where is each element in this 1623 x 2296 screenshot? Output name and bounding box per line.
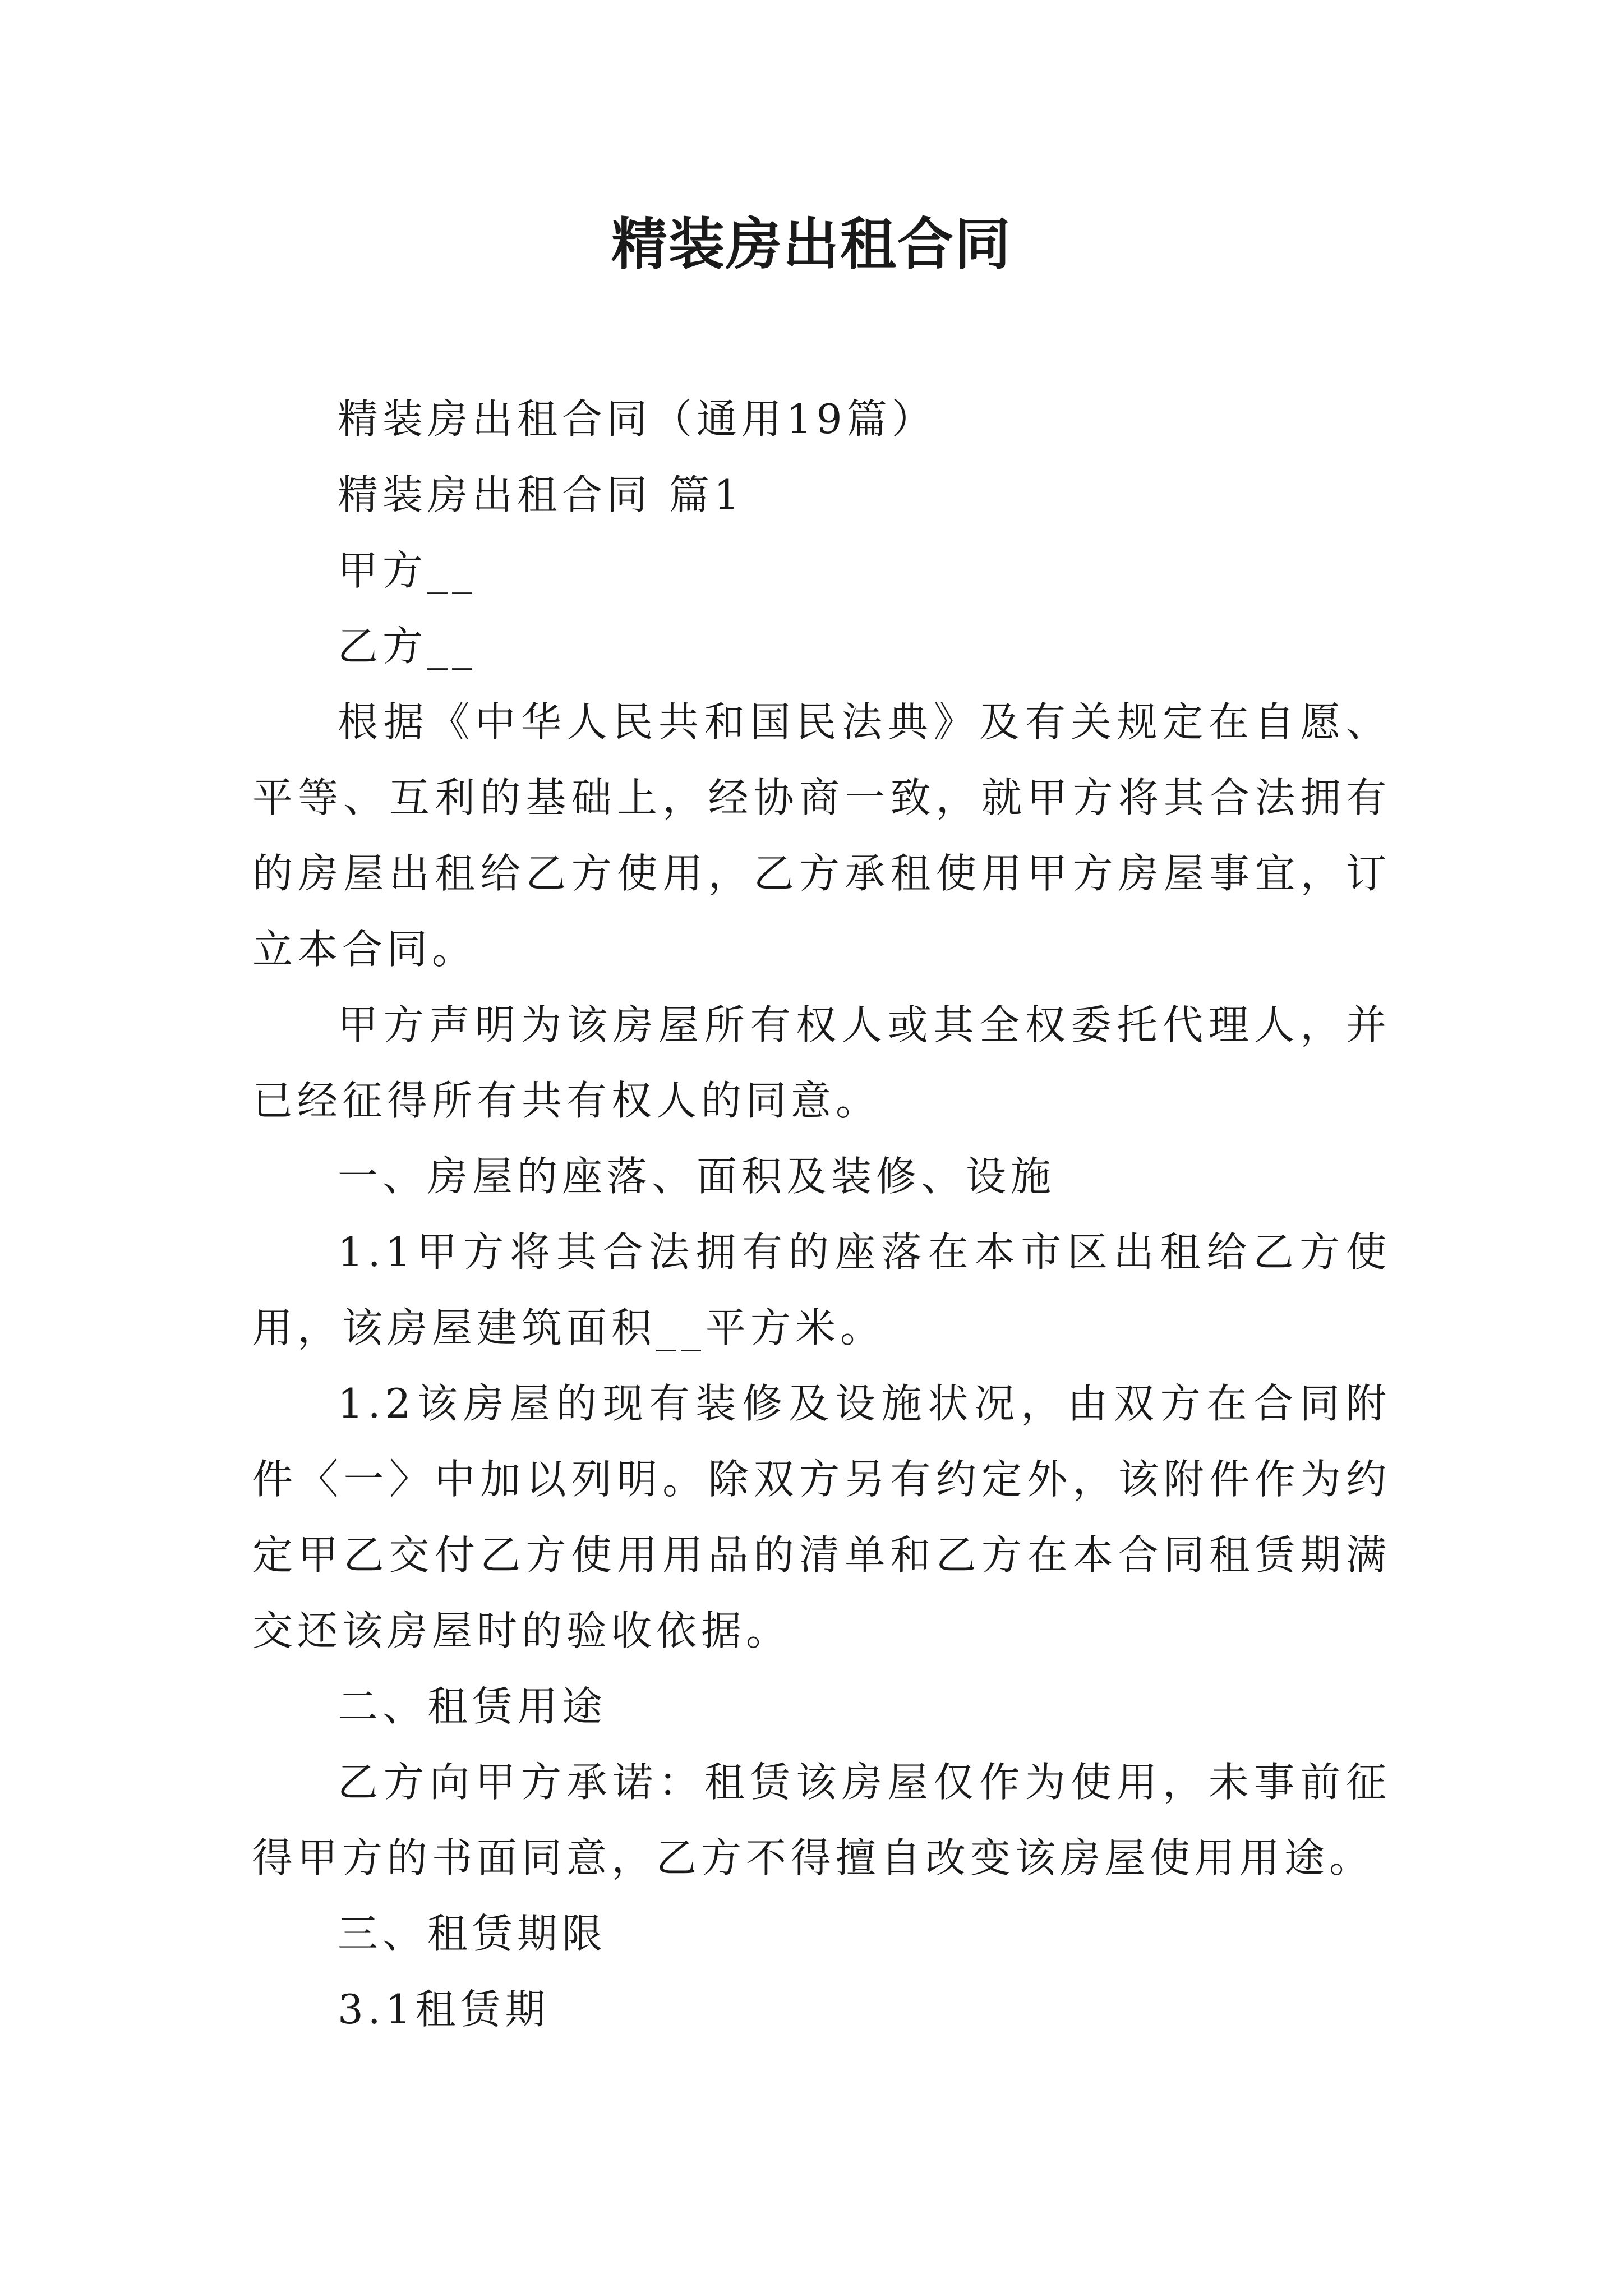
- document-body: [252, 381, 1391, 2047]
- paragraph-clause-2: 乙方向甲方承诺：租赁该房屋仅作为使用，未事前征得甲方的书面同意，乙方不得擅自改变该房屋使用用途。: [252, 1759, 1391, 1881]
- paragraph-preamble: 根据《中华人民共和国民法典》及有关规定在自愿、平等、互利的基础上，经协商一致，就甲方将其合法拥有的房屋出租给乙方使用，乙方承租使用甲方房屋事宜，订立本合同。: [252, 698, 1391, 973]
- paragraph-heading-2: 二、租赁用途: [338, 1683, 607, 1730]
- paragraph-heading-3: 三、租赁期限: [338, 1910, 607, 1957]
- paragraph-clause-1-1: 1.1甲方将其合法拥有的座落在本市区出租给乙方使用，该房屋建筑面积__平方米。: [252, 1228, 1391, 1351]
- paragraph-declaration: 甲方声明为该房屋所有权人或其全权委托代理人，并已经征得所有共有权人的同意。: [252, 1001, 1391, 1124]
- paragraph-heading-1: 一、房屋的座落、面积及装修、设施: [338, 1153, 1056, 1200]
- paragraph-collection-title: 精装房出租合同（通用19篇）: [338, 395, 937, 443]
- paragraph-party-a: 甲方__: [338, 547, 477, 594]
- paragraph-party-b: 乙方__: [338, 623, 477, 670]
- paragraph-section-heading: 精装房出租合同 篇1: [338, 471, 744, 518]
- document-title: 精装房出租合同: [611, 211, 1012, 277]
- paragraph-clause-1-2: 1.2该房屋的现有装修及设施状况，由双方在合同附件〈一〉中加以列明。除双方另有约定外，该附件作为约定甲乙交付乙方使用用品的清单和乙方在本合同租赁期满交还该房屋时的验收依据。: [252, 1380, 1391, 1654]
- paragraph-clause-3-1: 3.1租赁期: [338, 1986, 550, 2033]
